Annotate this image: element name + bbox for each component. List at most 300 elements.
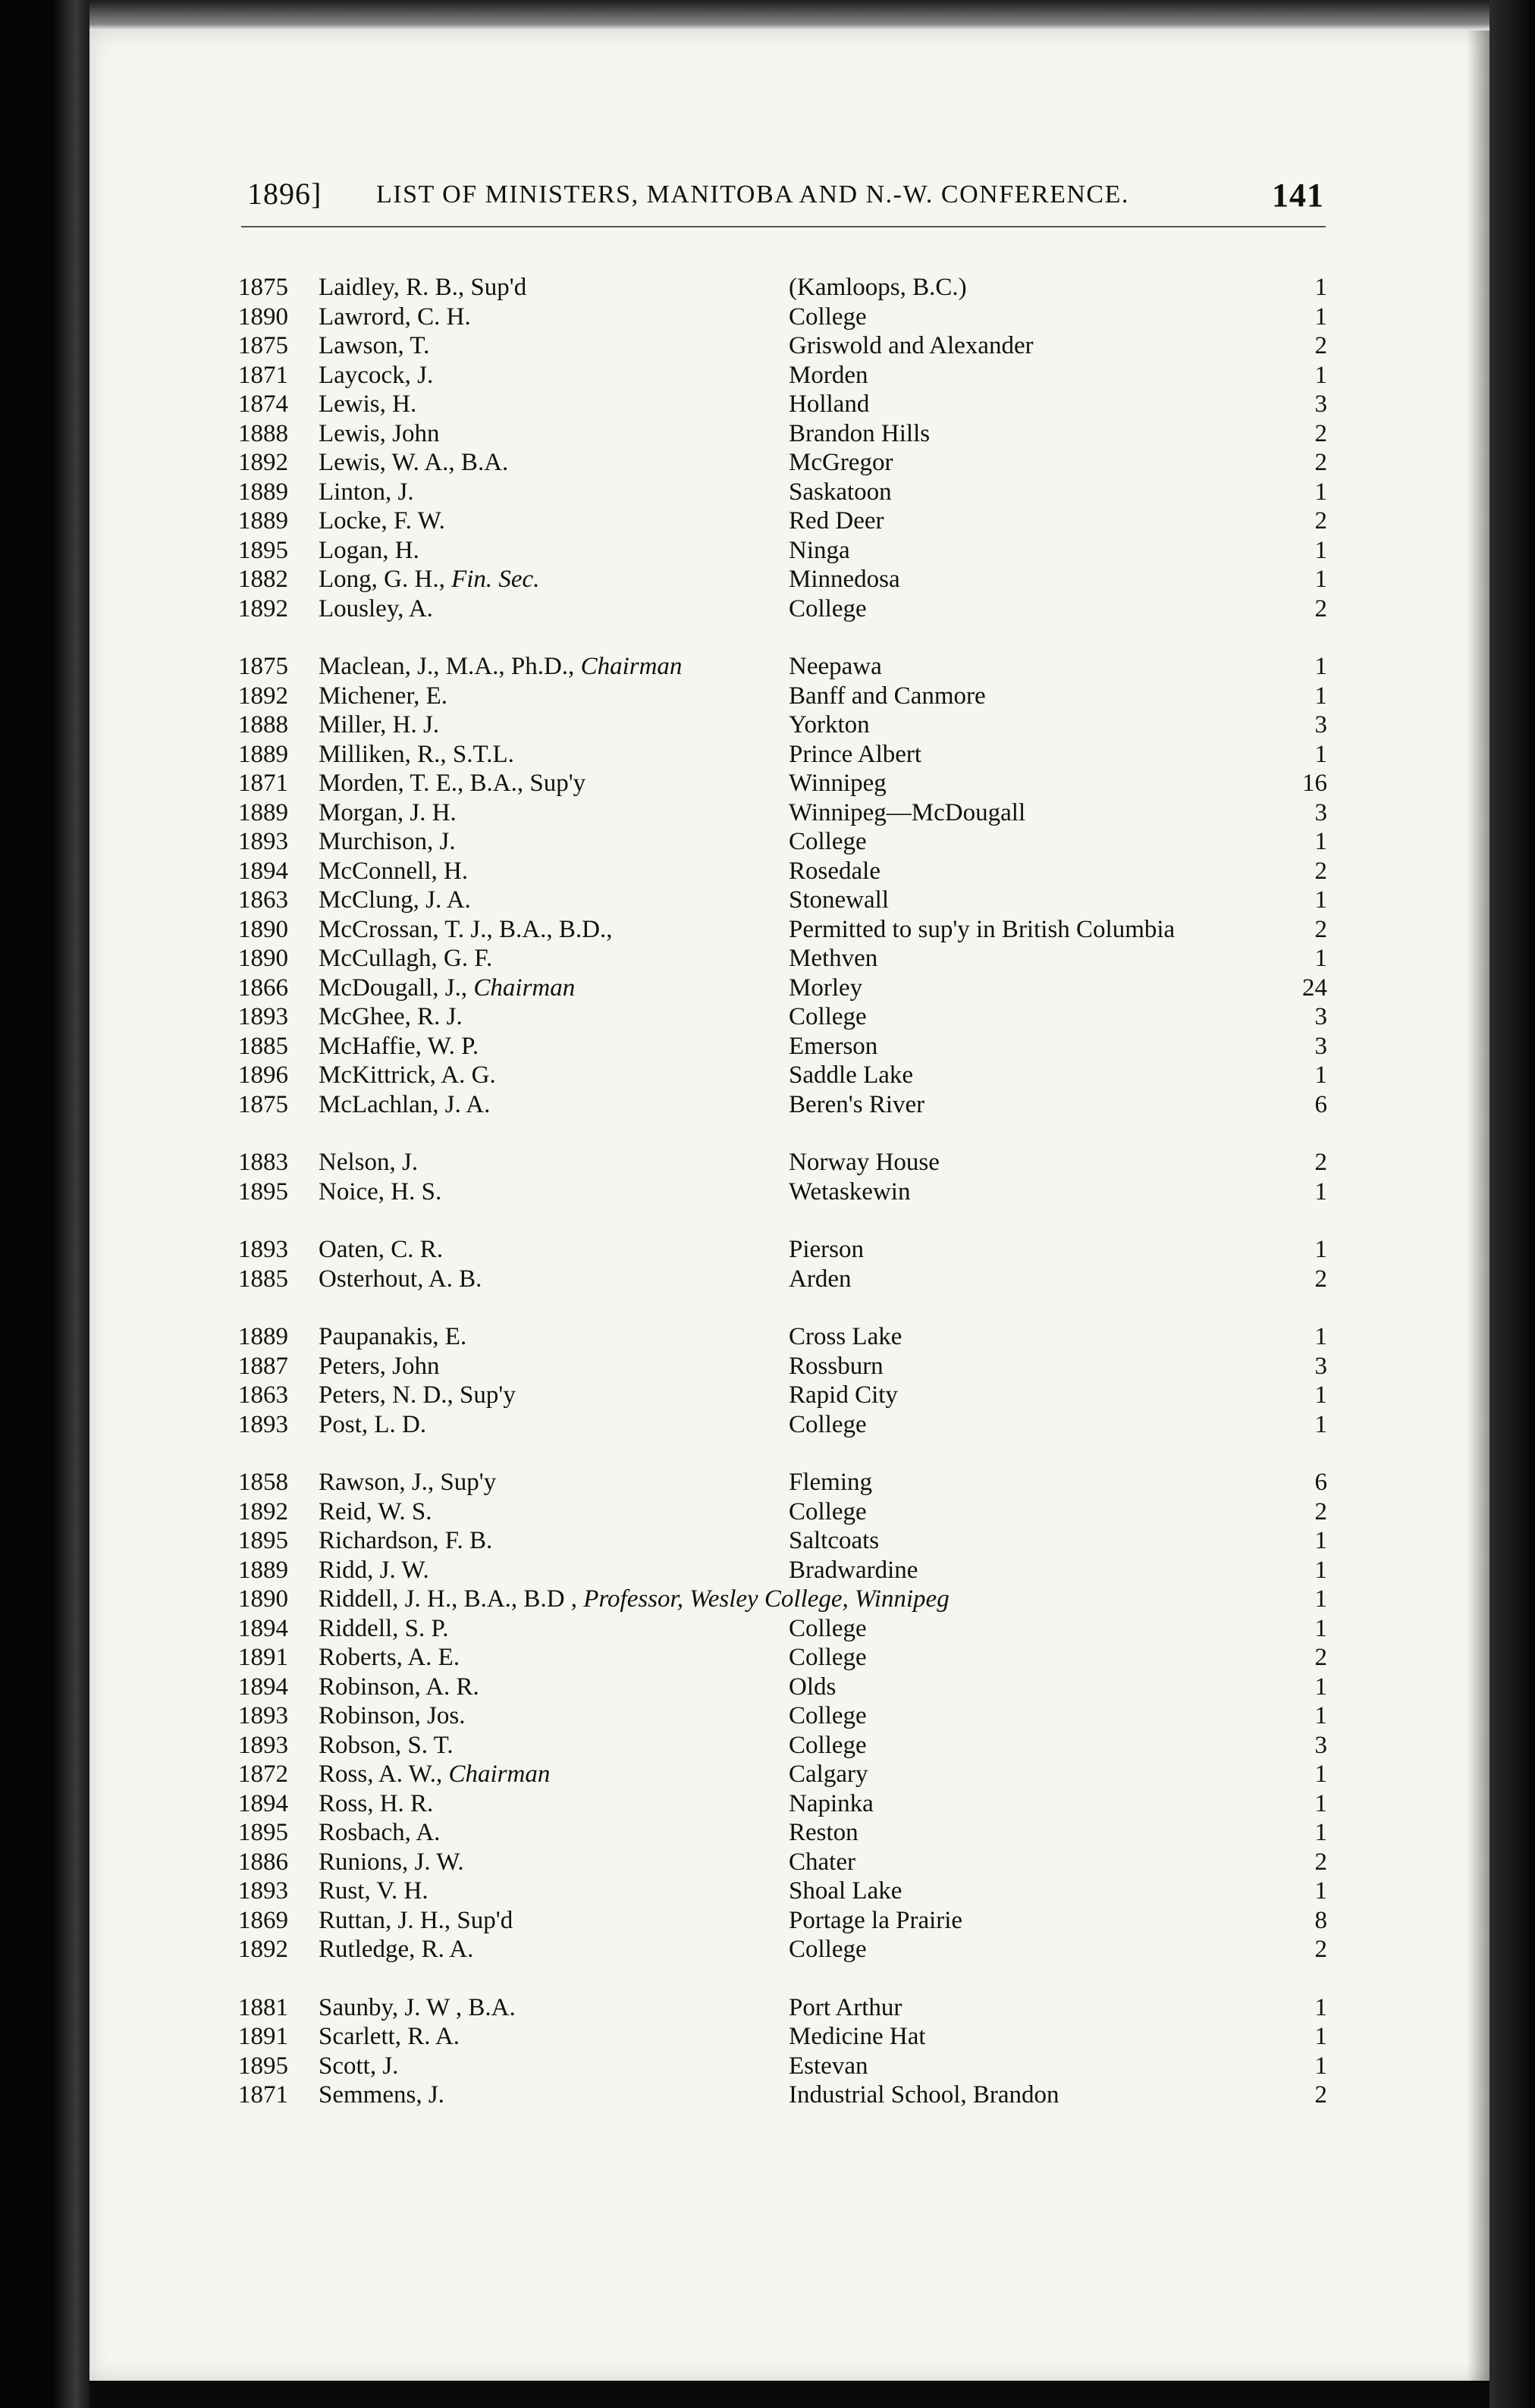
- entry-year: 1881: [238, 1993, 288, 2021]
- entry-name: Ruttan, J. H., Sup'd: [319, 1906, 513, 1934]
- entry-years-count: 1: [1314, 740, 1327, 768]
- list-item: [205, 857, 1335, 886]
- entry-name: Scott, J.: [319, 2052, 399, 2080]
- entry-year: 1892: [238, 449, 288, 476]
- entry-station: Fleming: [789, 1469, 873, 1496]
- entry-name: McClung, J. A.: [319, 886, 471, 914]
- entry-year: 1895: [238, 1819, 288, 1846]
- entry-name: Miller, H. J.: [319, 711, 440, 738]
- entry-years-count: 1: [1314, 536, 1327, 564]
- entry-years-count: 1: [1314, 566, 1327, 593]
- entry-name: Peters, John: [319, 1352, 440, 1380]
- entry-office: Chairman: [448, 1761, 551, 1788]
- entry-name: McKittrick, A. G.: [319, 1061, 496, 1089]
- entry-years-count: 1: [1314, 682, 1327, 710]
- list-item: [205, 710, 1335, 740]
- list-item: [205, 1526, 1335, 1556]
- entry-name: Richardson, F. B.: [319, 1527, 493, 1554]
- entry-station: Beren's River: [789, 1090, 925, 1118]
- entry-year: 1890: [238, 1585, 288, 1613]
- list-item: [205, 1177, 1335, 1207]
- entry-years-count: 1: [1314, 1789, 1327, 1817]
- list-item: [205, 1848, 1335, 1877]
- entry-year: 1889: [238, 1323, 288, 1350]
- entry-station: Saltcoats: [789, 1527, 880, 1554]
- entry-years-count: 2: [1314, 1644, 1327, 1671]
- entry-year: 1875: [238, 1090, 288, 1118]
- entry-station: Pierson: [789, 1236, 864, 1263]
- list-item: [205, 769, 1335, 798]
- entry-name: Morden, T. E., B.A., Sup'y: [319, 770, 586, 797]
- entry-name: Logan, H.: [319, 536, 419, 564]
- entry-name: Scarlett, R. A.: [319, 2023, 460, 2050]
- scan-right-edge: [1489, 0, 1535, 2408]
- entry-years-count: 1: [1314, 1527, 1327, 1554]
- page-number: 141: [1272, 177, 1324, 214]
- entry-station: Minnedosa: [789, 566, 900, 593]
- entry-years-count: 1: [1314, 1877, 1327, 1905]
- entry-year: 1894: [238, 1789, 288, 1817]
- list-item: [205, 1877, 1335, 1906]
- entry-station: Rossburn: [789, 1352, 884, 1380]
- entry-station: Chater: [789, 1848, 855, 1876]
- entry-name: Semmens, J.: [319, 2081, 444, 2109]
- entry-name: Locke, F. W.: [319, 507, 445, 535]
- entry-station: Norway House: [789, 1149, 940, 1176]
- entry-name: Michener, E.: [319, 682, 448, 710]
- entry-name: Runions, J. W.: [319, 1848, 464, 1876]
- entry-name: Post, L. D.: [319, 1410, 427, 1438]
- entry-year: 1889: [238, 507, 288, 535]
- entry-name: McCullagh, G. F.: [319, 945, 493, 972]
- entry-year: 1894: [238, 1673, 288, 1701]
- header-year: 1896]: [247, 177, 322, 211]
- list-item: [205, 1002, 1335, 1032]
- entry-station: Morden: [789, 361, 868, 389]
- list-item: [205, 2022, 1335, 2052]
- header-title: LIST OF MINISTERS, MANITOBA AND N.-W. CONFERENCE.: [376, 180, 1129, 209]
- list-item: [205, 1061, 1335, 1090]
- entry-years-count: 1: [1314, 1819, 1327, 1846]
- entry-station: Rapid City: [789, 1381, 898, 1409]
- entry-years-count: 1: [1314, 478, 1327, 506]
- entry-years-count: 3: [1314, 1003, 1327, 1030]
- entry-name: Milliken, R., S.T.L.: [319, 740, 514, 768]
- entry-years-count: 3: [1314, 1731, 1327, 1759]
- entry-station: Brandon Hills: [789, 419, 931, 447]
- entry-year: 1872: [238, 1761, 288, 1788]
- entry-station: (Kamloops, B.C.): [789, 274, 967, 301]
- list-item: [205, 1322, 1335, 1352]
- entry-year: 1891: [238, 2023, 288, 2050]
- entry-years-count: 6: [1314, 1090, 1327, 1118]
- entry-years-count: 3: [1314, 1032, 1327, 1060]
- entry-station: Prince Albert: [789, 740, 922, 768]
- list-item: [205, 390, 1335, 419]
- entry-name: Oaten, C. R.: [319, 1236, 444, 1263]
- entry-year: 1885: [238, 1265, 288, 1293]
- entry-years-count: 1: [1314, 653, 1327, 680]
- list-item: [205, 1818, 1335, 1848]
- entry-year: 1889: [238, 798, 288, 826]
- entry-name: Lawson, T.: [319, 332, 430, 359]
- entry-years-count: 1: [1314, 1556, 1327, 1584]
- entry-name: Ross, A. W., Chairman: [319, 1761, 551, 1788]
- list-item: [205, 1789, 1335, 1819]
- list-item: [205, 2052, 1335, 2081]
- entry-year: 1890: [238, 303, 288, 331]
- entry-group: [205, 1993, 1335, 2110]
- list-item: [205, 1701, 1335, 1731]
- entry-name: Morgan, J. H.: [319, 798, 457, 826]
- list-item: [205, 1265, 1335, 1294]
- entry-year: 1882: [238, 566, 288, 593]
- list-item: [205, 798, 1335, 828]
- entry-station: Wetaskewin: [789, 1177, 911, 1206]
- entry-station: Holland: [789, 390, 870, 418]
- list-item: [205, 594, 1335, 624]
- entry-year: 1895: [238, 536, 288, 564]
- entry-group: [205, 1322, 1335, 1439]
- entry-station: Reston: [789, 1819, 859, 1846]
- entry-years-count: 6: [1314, 1469, 1327, 1496]
- entry-name: Peters, N. D., Sup'y: [319, 1381, 516, 1409]
- list-item: [205, 1352, 1335, 1381]
- entry-year: 1893: [238, 1702, 288, 1729]
- entry-office: Chairman: [473, 974, 576, 1002]
- entry-year: 1869: [238, 1906, 288, 1934]
- entry-years-count: 1: [1314, 274, 1327, 301]
- entry-station: Yorkton: [789, 711, 870, 738]
- entry-year: 1890: [238, 945, 288, 972]
- list-item: [205, 419, 1335, 449]
- list-item: [205, 565, 1335, 594]
- entry-station: College: [789, 1410, 867, 1438]
- list-item: [205, 1614, 1335, 1644]
- entry-year: 1871: [238, 2081, 288, 2109]
- entry-year: 1895: [238, 1177, 288, 1206]
- scan-top-edge: [89, 0, 1489, 30]
- entry-years-count: 1: [1314, 1323, 1327, 1350]
- entry-year: 1874: [238, 390, 288, 418]
- entry-station: Portage la Prairie: [789, 1906, 963, 1934]
- list-item: [205, 915, 1335, 945]
- entry-year: 1871: [238, 770, 288, 797]
- entry-year: 1893: [238, 828, 288, 855]
- minister-list: [205, 273, 1335, 2139]
- list-item: [205, 1760, 1335, 1789]
- entry-years-count: 8: [1314, 1906, 1327, 1934]
- entry-station: Banff and Canmore: [789, 682, 986, 710]
- entry-name: Robinson, A. R.: [319, 1673, 479, 1701]
- entry-station: Red Deer: [789, 507, 884, 535]
- list-item: [205, 478, 1335, 507]
- entry-station: Permitted to sup'y in British Columbia: [789, 915, 1176, 943]
- entry-group: [205, 1468, 1335, 1964]
- entry-name: McDougall, J., Chairman: [319, 974, 576, 1002]
- entry-year: 1858: [238, 1469, 288, 1496]
- entry-years-count: 1: [1314, 2052, 1327, 2080]
- list-item: [205, 1090, 1335, 1120]
- entry-name: Reid, W. S.: [319, 1497, 432, 1525]
- entry-station: College: [789, 1731, 867, 1759]
- entry-name: Osterhout, A. B.: [319, 1265, 482, 1293]
- list-item: [205, 682, 1335, 711]
- list-item: [205, 273, 1335, 303]
- entry-years-count: 2: [1314, 857, 1327, 885]
- entry-year: 1875: [238, 653, 288, 680]
- entry-year: 1875: [238, 274, 288, 301]
- list-item: [205, 448, 1335, 478]
- entry-name: Robinson, Jos.: [319, 1702, 466, 1729]
- list-item: [205, 2080, 1335, 2110]
- entry-name: Robson, S. T.: [319, 1731, 454, 1759]
- entry-station: College: [789, 1936, 867, 1963]
- entry-year: 1871: [238, 361, 288, 389]
- entry-years-count: 1: [1314, 1410, 1327, 1438]
- entry-years-count: 2: [1314, 1497, 1327, 1525]
- list-item: [205, 361, 1335, 390]
- entry-group: [205, 1148, 1335, 1206]
- entry-year: 1887: [238, 1352, 288, 1380]
- entry-years-count: 16: [1302, 770, 1327, 797]
- list-item: [205, 1993, 1335, 2023]
- entry-year: 1889: [238, 740, 288, 768]
- entry-station: Industrial School, Brandon: [789, 2081, 1059, 2109]
- entry-station: Shoal Lake: [789, 1877, 902, 1905]
- list-item: [205, 1556, 1335, 1585]
- entry-years-count: 2: [1314, 1936, 1327, 1963]
- list-item: [205, 1497, 1335, 1527]
- entry-name: Lewis, H.: [319, 390, 417, 418]
- entry-years-count: 2: [1314, 1149, 1327, 1176]
- entry-year: 1893: [238, 1410, 288, 1438]
- entry-name: Lousley, A.: [319, 594, 433, 622]
- entry-name: Riddell, S. P.: [319, 1614, 449, 1642]
- entry-station: Griswold and Alexander: [789, 332, 1034, 359]
- list-item: [205, 1731, 1335, 1761]
- entry-year: 1889: [238, 1556, 288, 1584]
- entry-year: 1866: [238, 974, 288, 1002]
- scan-left-margin: [0, 0, 89, 2408]
- entry-years-count: 24: [1302, 974, 1327, 1002]
- list-item: [205, 303, 1335, 332]
- entry-station: Winnipeg—McDougall: [789, 798, 1026, 826]
- entry-year: 1895: [238, 2052, 288, 2080]
- list-item: [205, 827, 1335, 857]
- entry-station: Napinka: [789, 1789, 874, 1817]
- entry-name: Laidley, R. B., Sup'd: [319, 274, 527, 301]
- entry-name: Rutledge, R. A.: [319, 1936, 474, 1963]
- entry-station: College: [789, 1702, 867, 1729]
- entry-station: College: [789, 594, 867, 622]
- list-item: [205, 1468, 1335, 1497]
- entry-years-count: 3: [1314, 711, 1327, 738]
- entry-years-count: 2: [1314, 594, 1327, 622]
- entry-station: College: [789, 828, 867, 855]
- entry-years-count: 1: [1314, 1614, 1327, 1642]
- entry-name: Long, G. H., Fin. Sec.: [319, 566, 540, 593]
- entry-office: Fin. Sec.: [451, 566, 540, 593]
- list-item: [205, 536, 1335, 566]
- entry-name: Laycock, J.: [319, 361, 434, 389]
- list-item: [205, 1148, 1335, 1177]
- entry-name: Saunby, J. W , B.A.: [319, 1993, 516, 2021]
- entry-name: Linton, J.: [319, 478, 414, 506]
- entry-station: Methven: [789, 945, 878, 972]
- entry-year: 1896: [238, 1061, 288, 1089]
- entry-year: 1892: [238, 682, 288, 710]
- entry-name: Rosbach, A.: [319, 1819, 441, 1846]
- entry-years-count: 1: [1314, 828, 1327, 855]
- entry-years-count: 1: [1314, 945, 1327, 972]
- page-fold-shadow: [1467, 30, 1489, 2381]
- running-header: [247, 176, 1324, 221]
- entry-name: Ridd, J. W.: [319, 1556, 429, 1584]
- entry-years-count: 1: [1314, 303, 1327, 331]
- entry-years-count: 2: [1314, 507, 1327, 535]
- entry-office: Chairman: [580, 653, 683, 680]
- entry-years-count: 1: [1314, 886, 1327, 914]
- entry-years-count: 1: [1314, 1993, 1327, 2021]
- entry-name: Maclean, J., M.A., Ph.D., Chairman: [319, 653, 683, 680]
- entry-year: 1875: [238, 332, 288, 359]
- entry-years-count: 1: [1314, 361, 1327, 389]
- entry-year: 1893: [238, 1003, 288, 1030]
- entry-name: McHaffie, W. P.: [319, 1032, 479, 1060]
- list-item: [205, 1032, 1335, 1061]
- entry-group: [205, 1235, 1335, 1293]
- entry-year: 1894: [238, 1614, 288, 1642]
- entry-year: 1889: [238, 478, 288, 506]
- entry-years-count: 2: [1314, 1265, 1327, 1293]
- entry-name: Lawrord, C. H.: [319, 303, 471, 331]
- list-item: [205, 1673, 1335, 1702]
- entry-years-count: 1: [1314, 1177, 1327, 1206]
- entry-station: Arden: [789, 1265, 852, 1293]
- entry-station: Saddle Lake: [789, 1061, 914, 1089]
- list-item: [205, 1643, 1335, 1673]
- entry-years-count: 2: [1314, 419, 1327, 447]
- list-item: [205, 1410, 1335, 1440]
- list-item: [205, 1381, 1335, 1410]
- entry-year: 1885: [238, 1032, 288, 1060]
- list-item: [205, 1935, 1335, 1964]
- entry-office: Professor, Wesley College, Winnipeg: [583, 1585, 950, 1613]
- entry-year: 1893: [238, 1236, 288, 1263]
- entry-name: Ross, H. R.: [319, 1789, 434, 1817]
- entry-year: 1888: [238, 711, 288, 738]
- entry-name: Roberts, A. E.: [319, 1644, 460, 1671]
- entry-station: Estevan: [789, 2052, 868, 2080]
- entry-year: 1895: [238, 1527, 288, 1554]
- entry-years-count: 3: [1314, 1352, 1327, 1380]
- entry-station: College: [789, 1003, 867, 1030]
- entry-station: College: [789, 1614, 867, 1642]
- entry-station: College: [789, 1497, 867, 1525]
- entry-station: Medicine Hat: [789, 2023, 926, 2050]
- entry-station: Port Arthur: [789, 1993, 902, 2021]
- entry-station: College: [789, 1644, 867, 1671]
- entry-year: 1893: [238, 1877, 288, 1905]
- entry-name: McGhee, R. J.: [319, 1003, 463, 1030]
- entry-year: 1863: [238, 1381, 288, 1409]
- entry-station: Ninga: [789, 536, 850, 564]
- entry-year: 1893: [238, 1731, 288, 1759]
- list-item: [205, 506, 1335, 536]
- entry-name: McCrossan, T. J., B.A., B.D.,: [319, 915, 613, 943]
- entry-years-count: 2: [1314, 2081, 1327, 2109]
- entry-name: Paupanakis, E.: [319, 1323, 467, 1350]
- entry-station: Saskatoon: [789, 478, 892, 506]
- entry-years-count: 1: [1314, 1761, 1327, 1788]
- header-rule: [241, 226, 1326, 227]
- entry-name: Rawson, J., Sup'y: [319, 1469, 497, 1496]
- entry-station: Emerson: [789, 1032, 878, 1060]
- entry-name: McLachlan, J. A.: [319, 1090, 491, 1118]
- entry-year: 1863: [238, 886, 288, 914]
- entry-years-count: 1: [1314, 1585, 1327, 1613]
- entry-years-count: 1: [1314, 1236, 1327, 1263]
- list-item: [205, 331, 1335, 361]
- list-item: [205, 1235, 1335, 1265]
- entry-name: Rust, V. H.: [319, 1877, 428, 1905]
- entry-years-count: 1: [1314, 1702, 1327, 1729]
- entry-years-count: 2: [1314, 915, 1327, 943]
- entry-station: College: [789, 303, 867, 331]
- entry-years-count: 3: [1314, 798, 1327, 826]
- entry-year: 1892: [238, 1497, 288, 1525]
- list-item: [205, 1585, 1335, 1614]
- entry-group: [205, 652, 1335, 1119]
- list-item: [205, 740, 1335, 770]
- entry-name: Riddell, J. H., B.A., B.D , Professor, Wesley College, Winnipeg: [319, 1585, 950, 1613]
- entry-years-count: 1: [1314, 1381, 1327, 1409]
- entry-year: 1886: [238, 1848, 288, 1876]
- entry-station: Morley: [789, 974, 863, 1002]
- entry-station: Rosedale: [789, 857, 881, 885]
- entry-year: 1883: [238, 1149, 288, 1176]
- entry-station: Olds: [789, 1673, 837, 1701]
- entry-station: Neepawa: [789, 653, 882, 680]
- list-item: [205, 944, 1335, 974]
- entry-name: Noice, H. S.: [319, 1177, 442, 1206]
- entry-years-count: 2: [1314, 332, 1327, 359]
- entry-years-count: 1: [1314, 1673, 1327, 1701]
- entry-years-count: 1: [1314, 1061, 1327, 1089]
- entry-station: McGregor: [789, 449, 893, 476]
- entry-group: [205, 273, 1335, 623]
- entry-station: Stonewall: [789, 886, 889, 914]
- entry-year: 1891: [238, 1644, 288, 1671]
- entry-name: Murchison, J.: [319, 828, 456, 855]
- entry-years-count: 3: [1314, 390, 1327, 418]
- entry-years-count: 1: [1314, 2023, 1327, 2050]
- entry-year: 1890: [238, 915, 288, 943]
- list-item: [205, 652, 1335, 682]
- entry-station: Calgary: [789, 1761, 868, 1788]
- entry-station: Cross Lake: [789, 1323, 902, 1350]
- list-item: [205, 1906, 1335, 1936]
- entry-name: Nelson, J.: [319, 1149, 419, 1176]
- entry-year: 1888: [238, 419, 288, 447]
- entry-years-count: 2: [1314, 449, 1327, 476]
- entry-name: Lewis, John: [319, 419, 440, 447]
- entry-year: 1892: [238, 594, 288, 622]
- list-item: [205, 974, 1335, 1003]
- entry-station: Winnipeg: [789, 770, 887, 797]
- entry-year: 1894: [238, 857, 288, 885]
